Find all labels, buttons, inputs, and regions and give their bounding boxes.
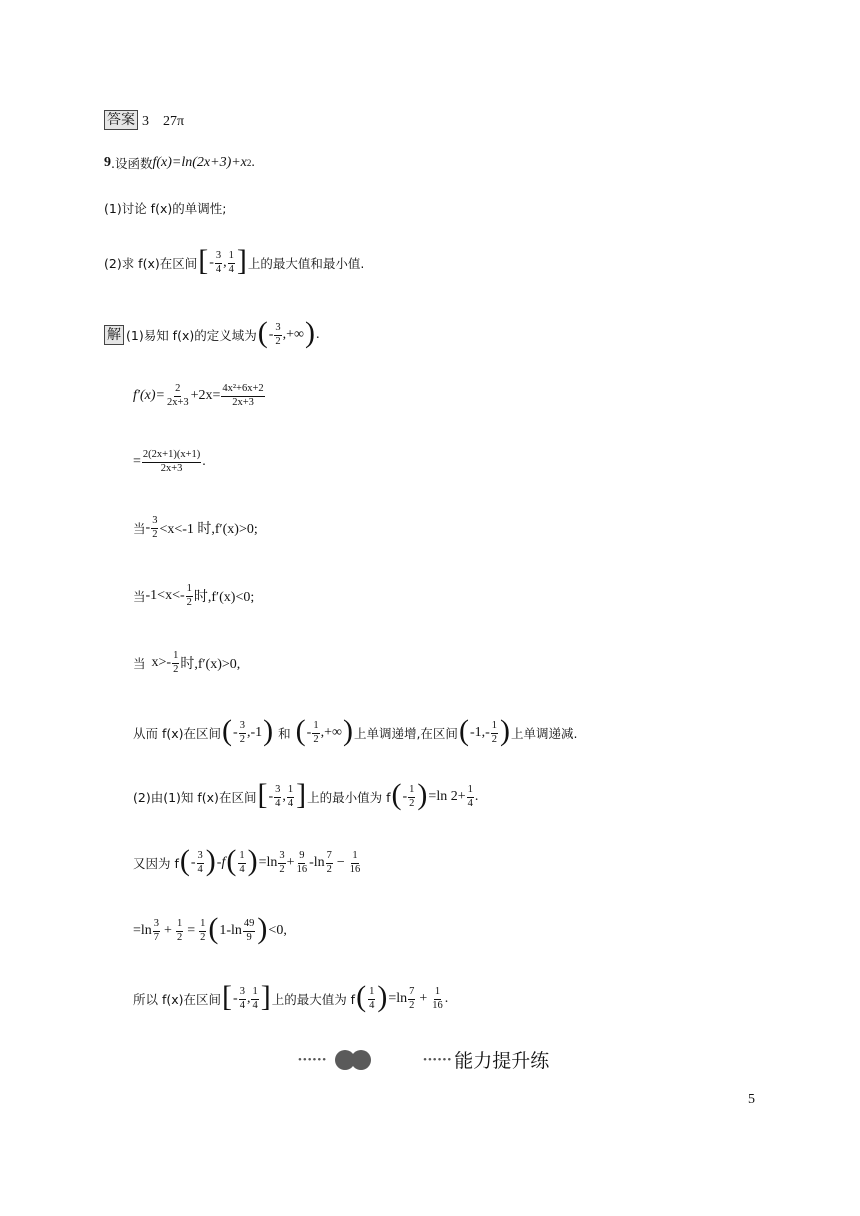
fraction-3-2: $\frac{3}{2}$ (152, 515, 158, 540)
domain-prefix: (1)易知 f(x)的定义域为 (126, 328, 257, 343)
right-paren: ) (377, 980, 388, 1013)
fraction-1-2: $\frac{1}{2}$ (186, 583, 192, 608)
neg-sign: - (209, 255, 214, 270)
when-label: 当 (133, 656, 146, 671)
left-paren: ( (226, 844, 237, 877)
comma: , (282, 789, 286, 804)
left-paren: ( (257, 316, 268, 349)
case3-pre: x>- (151, 655, 172, 670)
minimum-label: 上的最小值为 f (307, 790, 391, 805)
neg-sign: - (402, 789, 408, 804)
section-title: 能力提升练 (454, 1050, 550, 1072)
plus-sign: + (419, 991, 428, 1006)
fraction-factored: $\frac{2(2x+1)(x+1)}{2x+3}$ (142, 449, 201, 474)
neg-sign: - (309, 855, 314, 870)
problem-number: 9 (104, 155, 111, 170)
left-bracket: [ (222, 980, 233, 1013)
fraction-1-4: $\frac{1}{4}$ (287, 784, 294, 809)
right-paren: ) (417, 778, 428, 811)
right-paren: ) (342, 714, 353, 747)
plus-sign: + (164, 923, 172, 938)
left-bracket: [ (257, 778, 268, 811)
derivative-lhs: f′(x)= (133, 388, 165, 403)
left-paren: ( (179, 844, 190, 877)
comma: , (246, 725, 251, 740)
fraction-1-2: $\frac{1}{2}$ (173, 650, 179, 675)
section-divider (298, 1046, 549, 1073)
fraction-1-2: $\frac{1}{2}$ (491, 720, 498, 745)
when-label: 当 (133, 521, 146, 536)
comma: , (481, 725, 486, 740)
dots-right: •••••• (423, 1053, 453, 1066)
case2-post: 时,f′(x)<0; (193, 590, 255, 605)
neg-sign: - (268, 789, 274, 804)
fraction-3-2: $\frac{3}{2}$ (239, 720, 245, 745)
dots-left: •••••• (298, 1053, 328, 1066)
left-paren: ( (208, 912, 219, 945)
part2-suffix: 上的最大值和最小值. (247, 256, 365, 271)
minus-f: -f (216, 855, 226, 870)
right-paren: ) (205, 844, 216, 877)
conclusion-prefix: 从而 f(x)在区间 (133, 726, 222, 741)
fraction-1-4: $\frac{1}{4}$ (228, 250, 234, 275)
maximum-label: 上的最大值为 f (271, 992, 356, 1007)
fraction-1-16: $\frac{1}{16}$ (349, 850, 361, 875)
case-1 (133, 516, 258, 540)
comma: , (246, 991, 251, 1006)
infinity: +∞ (324, 725, 342, 740)
fraction-3-4: $\frac{3}{4}$ (215, 250, 222, 275)
answer-line (104, 110, 184, 130)
left-paren: ( (356, 980, 367, 1013)
fraction-3-4: $\frac{3}{4}$ (197, 850, 203, 875)
neg-one: -1 (469, 725, 482, 740)
part2-minimum (133, 778, 479, 812)
monotonic-conclusion (133, 714, 578, 748)
neg-sign: - (268, 327, 274, 342)
fraction-1-16: $\frac{1}{16}$ (432, 986, 443, 1011)
exponent-two: 2 (246, 158, 252, 168)
right-paren: ) (247, 844, 258, 877)
fraction-3-2: $\frac{3}{2}$ (279, 850, 285, 875)
case2-pre: -1<x<- (145, 588, 185, 603)
fraction-3-7: $\frac{3}{7}$ (153, 918, 160, 943)
max-prefix: 所以 f(x)在区间 (133, 992, 222, 1007)
fraction-3-2: $\frac{3}{2}$ (275, 322, 281, 347)
case1-text: <x<-1 时,f′(x)>0; (159, 522, 258, 537)
fraction-2-over-2x3: $\frac{2}{2x+3}$ (166, 383, 189, 408)
problem-9-part2 (104, 244, 365, 278)
fraction-1-4: $\frac{1}{4}$ (252, 986, 258, 1011)
difference-simplified (133, 912, 287, 946)
minus-sign: − (336, 855, 345, 870)
case-2 (133, 584, 254, 608)
neg-sign: - (233, 991, 238, 1006)
comma: , (223, 255, 227, 270)
problem-9-part1 (104, 199, 226, 217)
neg-sign: - (485, 725, 490, 740)
neg-sign: - (145, 520, 151, 535)
page-number: 5 (748, 1092, 755, 1107)
stem-prefix: .设函数 (111, 156, 153, 171)
equals-ln: =ln (133, 923, 152, 938)
one-minus-ln: 1-ln (219, 923, 242, 938)
equals-ln: =ln (258, 855, 278, 870)
fraction-1-2: $\frac{1}{2}$ (313, 720, 319, 745)
right-bracket: ] (260, 980, 271, 1013)
less-than-zero: <0, (268, 923, 287, 938)
period: . (316, 327, 320, 342)
right-paren: ) (305, 316, 316, 349)
answer-tag: 答案 (104, 110, 138, 130)
fraction-1-4: $\frac{1}{4}$ (239, 850, 245, 875)
neg-sign: - (233, 725, 238, 740)
ln: ln (313, 855, 325, 870)
fraction-3-4: $\frac{3}{4}$ (239, 986, 245, 1011)
when-label: 当 (133, 589, 146, 604)
left-paren: ( (391, 778, 402, 811)
period: . (251, 155, 255, 170)
again-prefix: 又因为 f (133, 856, 179, 871)
fraction-1-2: $\frac{1}{2}$ (200, 918, 206, 943)
double-circle-icon (335, 1050, 371, 1070)
answer-values: 3 27π (142, 114, 185, 129)
left-bracket: [ (198, 244, 209, 277)
period: . (202, 454, 206, 469)
equals-ln: =ln (388, 991, 408, 1006)
right-bracket: ] (296, 778, 307, 811)
increasing-text: 上单调递增,在区间 (353, 726, 458, 741)
derivative-line (133, 384, 266, 408)
period: . (474, 789, 479, 804)
fraction-7-2: $\frac{7}{2}$ (409, 986, 415, 1011)
endpoint-difference (133, 844, 362, 878)
right-paren: ) (263, 714, 274, 747)
case3-post: 时,f′(x)>0, (180, 657, 241, 672)
derivative-plus: +2x= (190, 388, 221, 403)
part2-prefix: (2)由(1)知 f(x)在区间 (133, 790, 257, 805)
decreasing-text: 上单调递减. (511, 726, 578, 741)
and-label: 和 (278, 726, 291, 741)
left-paren: ( (458, 714, 469, 747)
neg-sign: - (306, 725, 312, 740)
fraction-49-9: $\frac{49}{9}$ (243, 918, 255, 943)
fraction-1-4: $\frac{1}{4}$ (467, 784, 473, 809)
case-3 (133, 651, 240, 675)
comma: , (282, 327, 287, 342)
equals: = (133, 454, 141, 469)
fraction-1-4: $\frac{1}{4}$ (369, 986, 375, 1011)
problem-9-stem (104, 154, 255, 172)
right-paren: ) (257, 912, 268, 945)
period: . (444, 991, 449, 1006)
left-paren: ( (295, 714, 306, 747)
part2-maximum (133, 980, 449, 1014)
right-paren: ) (500, 714, 511, 747)
minimum-value: =ln 2+ (428, 789, 466, 804)
solution-tag: 解 (104, 325, 124, 345)
infinity: +∞ (286, 327, 305, 342)
neg-one: -1 (250, 725, 263, 740)
fraction-1-2: $\frac{1}{2}$ (176, 918, 183, 943)
fraction-1-2: $\frac{1}{2}$ (409, 784, 415, 809)
comma: , (320, 725, 325, 740)
right-bracket: ] (236, 244, 247, 277)
derivative-factored (133, 450, 206, 474)
neg-sign: - (190, 855, 196, 870)
function-definition: f(x)=ln(2x+3)+x (152, 155, 247, 170)
fraction-3-4: $\frac{3}{4}$ (275, 784, 281, 809)
part2-prefix: (2)求 f(x)在区间 (104, 256, 198, 271)
fraction-9-16: $\frac{9}{16}$ (296, 850, 308, 875)
equals: = (187, 923, 196, 938)
left-paren: ( (222, 714, 233, 747)
fraction-combined: $\frac{\text{4x²+6x+2}}{2x+3}$ (222, 383, 264, 408)
fraction-7-2: $\frac{7}{2}$ (326, 850, 332, 875)
part1-text: (1)讨论 f(x)的单调性; (104, 201, 227, 216)
plus-sign: + (286, 855, 295, 870)
solution-domain (104, 316, 320, 350)
